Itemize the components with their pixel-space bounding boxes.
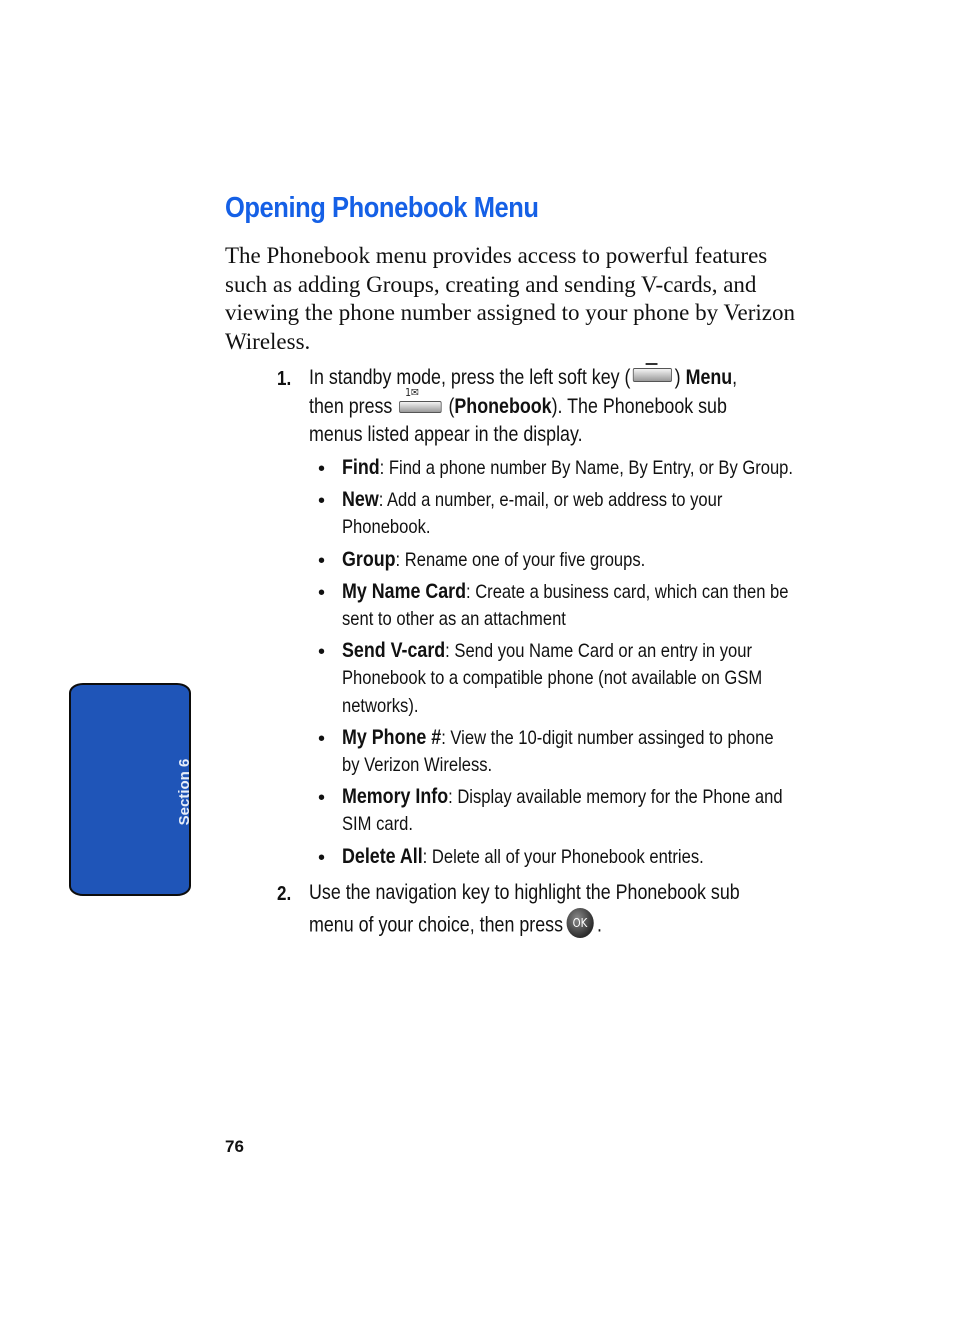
step-2-line-2: menu of your choice, then press OK . — [309, 911, 602, 941]
step-1-number: 1. — [277, 368, 292, 390]
bullet-term: Send V-card — [342, 639, 446, 662]
one-key-icon: 1✉ — [399, 401, 442, 413]
step-1-line-2: then press 1✉ (Phonebook). The Phonebook sub — [309, 386, 727, 418]
bullet-term: My Phone # — [342, 726, 442, 749]
bullet-term: Delete All — [342, 845, 423, 868]
bullet-icon: • — [318, 847, 326, 869]
bullet-term: My Name Card — [342, 580, 467, 603]
bullet-icon: • — [318, 641, 326, 663]
step-1-line-1: In standby mode, press the left soft key ( ) Menu, — [309, 366, 738, 389]
step-2-line-1: Use the navigation key to highlight the Phonebook sub — [309, 881, 740, 904]
step-1-line-3: menus listed appear in the display. — [309, 423, 583, 446]
bullet-term: Find — [342, 456, 380, 479]
section-tab — [69, 683, 191, 896]
bullet-term: Memory Info — [342, 785, 449, 808]
page-title: Opening Phonebook Menu — [225, 192, 539, 224]
left-soft-key-icon — [633, 368, 672, 382]
bullet-icon: • — [318, 550, 326, 572]
bullet-icon: • — [318, 490, 326, 512]
section-tab-label: Section 6 — [176, 758, 193, 826]
ok-key-icon: OK — [566, 908, 593, 938]
step-2-number: 2. — [277, 883, 292, 905]
bullet-term: Group — [342, 548, 396, 571]
bullet-term: New — [342, 488, 379, 511]
bullet-icon: • — [318, 458, 326, 480]
bullet-icon: • — [318, 787, 326, 809]
bullet-icon: • — [318, 582, 326, 604]
intro-paragraph: The Phonebook menu provides access to powerful features such as adding Groups, creating and sending V-cards, and viewing the phone number assigned to your phone by Verizon Wireless. — [225, 243, 795, 354]
page-number: 76 — [225, 1137, 244, 1156]
bullet-icon: • — [318, 728, 326, 750]
